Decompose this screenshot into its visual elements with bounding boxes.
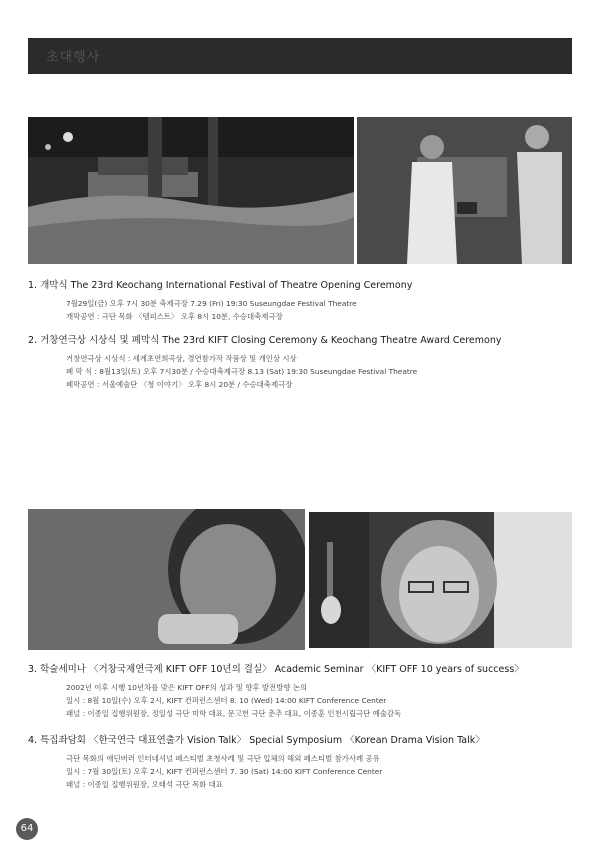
photo-seminar-speaker [28,509,305,650]
section-academic-seminar [28,663,580,720]
photo-award-handover [357,117,572,264]
section-line: 패널 : 이종일 집행위원장, 오태석 극단 목화 대표 [66,780,223,789]
section-line: 폐 막 식 : 8월13일(토) 오후 7시30분 / 수승대축제극장 8.13 (Sat) 19:30 Suseungdae Festival Theatre [66,367,418,376]
section-title: 3. 학술세미나 〈거창국제연극제 KIFT OFF 10년의 결실〉 Academic Seminar 〈KIFT OFF 10 years of success〉 [28,664,524,675]
page-number: 64 [16,818,38,840]
header-bar [28,38,572,74]
section-line: 폐막공연 : 서울예술단 〈청 이야기〉 오후 8시 20분 / 수승대축제극장 [66,380,293,389]
section-title: 4. 특집좌담회 〈한국연극 대표연출가 Vision Talk〉 Special Symposium 〈Korean Drama Vision Talk〉 [28,735,485,746]
section-line: 거창연극상 시상식 : 세계초연희곡상, 경연참가작 작품상 및 개인상 시상 [66,354,297,363]
section-title: 2. 거창연극상 시상식 및 폐막식 The 23rd KIFT Closing Ceremony & Keochang Theatre Award Ceremony [28,335,502,346]
section-line: 개막공연 : 극단 목화 〈템피스트〉 오후 8시 10분, 수승대축제극장 [66,312,283,321]
section-line: 패널 : 이종일 집행위원장, 정일성 극단 미학 대표, 문고헌 극단 춘추 대표, 이종훈 인천시립극단 예술감독 [66,709,402,718]
section-opening-ceremony [28,279,580,323]
section-title: 1. 개막식 The 23rd Keochang International Festival of Theatre Opening Ceremony [28,280,413,291]
header-title: 초대행사 [46,50,101,65]
section-line: 극단 목화의 애딘버러 인터네셔널 페스티벌 초청사례 및 극단 입체의 해외 페스티벌 참가사례 공유 [66,754,380,763]
section-special-symposium [28,734,580,791]
section-line: 일시 : 7월 30일(토) 오후 2시, KIFT 컨퍼런스센터 7. 30 (Sat) 14:00 KIFT Conference Center [66,767,383,776]
section-line: 2002년 이후 시행 10년차를 맞은 KIFT OFF의 성과 및 향후 발전방향 논의 [66,683,308,692]
photo-symposium-speaker [309,512,572,648]
photo-opening-ceremony-crowd [28,117,354,264]
section-closing-ceremony [28,334,580,391]
section-line: 7월29일(금) 오후 7시 30분 축제극장 7.29 (Fri) 19:30 Suseungdae Festival Theatre [66,299,357,308]
section-line: 일시 : 8월 10일(수) 오후 2시, KIFT 컨퍼런스센터 8. 10 (Wed) 14:00 KIFT Conference Center [66,696,387,705]
